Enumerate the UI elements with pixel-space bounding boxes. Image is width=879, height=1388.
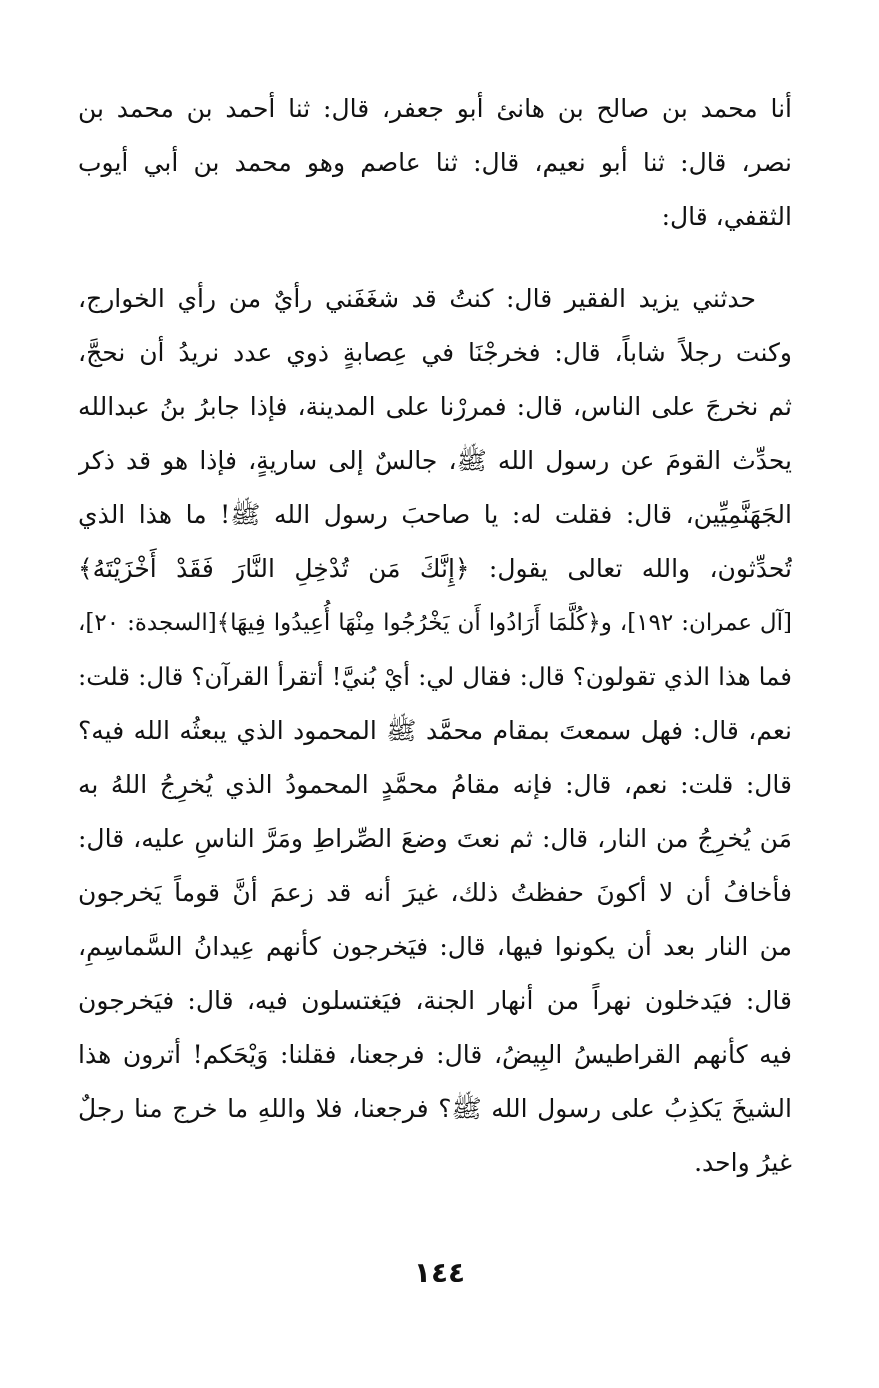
text-line: غيرُ واحد. [694,1148,792,1177]
text-line: الجَهَنَّمِيِّين، قال: فقلت له: يا صاحبَ رسول الله ﷺ! ما هذا الذي [78,500,792,529]
text-line: [آل عمران: ١٩٢]، و﴿كُلَّمَا أَرَادُوا أَن يَخْرُجُوا مِنْهَا أُعِيدُوا فِيهَا﴾[السجدة: ٢٠]، [78,610,792,636]
text-line: فأخافُ أن لا أكونَ حفظتُ ذلك، غيرَ أنه قد زعمَ أنَّ قوماً يَخرجون [78,878,792,907]
text-line: نعم، قال: فهل سمعتَ بمقام محمَّد ﷺ المحمود الذي يبعثُه الله فيه؟ [78,716,792,745]
text-line: ثم نخرجَ على الناس، قال: فمررْنا على المدينة، فإذا جابرُ بنُ عبدالله [78,392,792,421]
text-line: أنا محمد بن صالح بن هانئ أبو جعفر، قال: ثنا أحمد بن محمد بن [78,94,792,123]
text-line: الشيخَ يَكذِبُ على رسول الله ﷺ؟ فرجعنا، فلا واللهِ ما خرج منا رجلٌ [78,1094,792,1123]
text-line: تُحدِّثون، والله تعالى يقول: ﴿إِنَّكَ مَن تُدْخِلِ النَّارَ فَقَدْ أَخْزَيْتَهُ﴾ [78,554,792,583]
text-line: قال: قلت: نعم، قال: فإنه مقامُ محمَّدٍ المحمودُ الذي يُخرِجُ اللهُ به [78,770,792,799]
text-line: مَن يُخرِجُ من النار، قال: ثم نعتَ وضعَ الصِّراطِ ومَرَّ الناسِ عليه، قال: [78,824,792,853]
paragraph-hadith [78,272,792,1190]
text-line: من النار بعد أن يكونوا فيها، قال: فيَخرجون كأنهم عِيدانُ السَّماسِمِ، [78,932,792,961]
text-line: قال: فيَدخلون نهراً من أنهار الجنة، فيَغتسلون فيه، قال: فيَخرجون [78,986,792,1015]
text-line: فيه كأنهم القراطيسُ البِيضُ، قال: فرجعنا، فقلنا: وَيْحَكم! أترون هذا [78,1040,792,1069]
text-line: نصر، قال: ثنا أبو نعيم، قال: ثنا عاصم وهو محمد بن أبي أيوب [78,148,792,177]
text-line: حدثني يزيد الفقير قال: كنتُ قد شغَفَني رأيٌ من رأي الخوارج، [78,284,756,313]
text-line: الثقفي، قال: [661,202,792,231]
paragraph-isnad [78,82,792,244]
book-page-body [78,82,792,1190]
text-line: يحدِّث القومَ عن رسول الله ﷺ، جالسٌ إلى ساريةٍ، فإذا هو قد ذكر [78,446,792,475]
text-line: فما هذا الذي تقولون؟ قال: فقال لي: أيْ بُنيَّ! أتقرأ القرآن؟ قال: قلت: [78,662,792,691]
page-number: ١٤٤ [413,1256,466,1289]
paragraph-gap [78,244,792,272]
text-line: وكنت رجلاً شاباً، قال: فخرجْنَا في عِصابةٍ ذوي عدد نريدُ أن نحجَّ، [78,338,792,367]
